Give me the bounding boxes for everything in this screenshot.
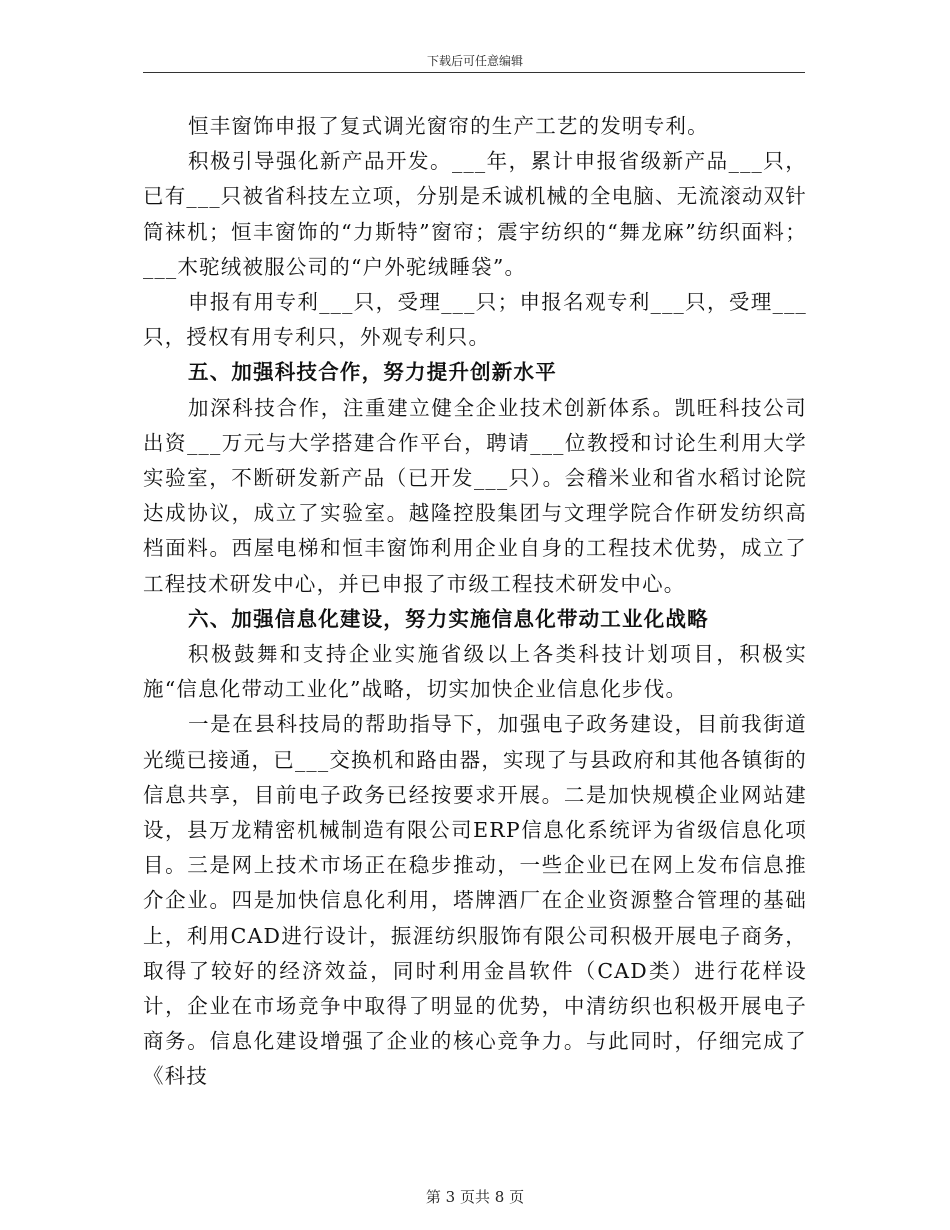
- section-heading-6: 六、加强信息化建设，努力实施信息化带动工业化战略: [188, 606, 709, 631]
- paragraph-informatization-intro: 积极鼓舞和支持企业实施省级以上各类科技计划项目，积极实施“信息化带动工业化”战略，切实加快企业信息化步伐。: [143, 642, 807, 702]
- paragraph-patents: 申报有用专利___只，受理___只；申报名观专利___只，受理___只，授权有用专利只，外观专利只。: [143, 290, 807, 350]
- paragraph-new-products: 积极引导强化新产品开发。___年，累计申报省级新产品___只，已有___只被省科技左立项，分别是禾诚机械的全电脑、无流滚动双针筒袜机；恒丰窗饰的“力斯特”窗帘；震宇纺织的“舞龙麻”纺织面料；___木驼绒被服公司的“户外驼绒睡袋”。: [143, 149, 807, 279]
- page-footer: 第 3 页共 8 页: [425, 1188, 525, 1206]
- document-body: [143, 109, 807, 1095]
- header-divider: [143, 72, 805, 73]
- section-heading-5: 五、加强科技合作，努力提升创新水平: [188, 360, 557, 385]
- paragraph-informatization-detail: 一是在县科技局的帮助指导下，加强电子政务建设，目前我街道光缆已接通，已___交换机和路由器，实现了与县政府和其他各镇街的信息共享，目前电子政务已经按要求开展。二是加快规模企业网站建设，县万龙精密机械制造有限公司ERP信息化系统评为省级信息化项目。三是网上技术市场正在稳步推动，一些企业已在网上发布信息推介企业。四是加快信息化利用，塔牌酒厂在企业资源整合管理的基础上，利用CAD进行设计，振涯纺织服饰有限公司积极开展电子商务，取得了较好的经济效益，同时利用金昌软件（CAD类）进行花样设计，企业在市场竞争中取得了明显的优势，中清纺织也积极开展电子商务。信息化建设增强了企业的核心竞争力。与此同时，仔细完成了《科技: [143, 712, 807, 1089]
- paragraph-invention-patent: 恒丰窗饰申报了复式调光窗帘的生产工艺的发明专利。: [188, 114, 709, 138]
- paragraph-cooperation: 加深科技合作，注重建立健全企业技术创新体系。凯旺科技公司出资___万元与大学搭建合作平台，聘请___位教授和讨论生利用大学实验室，不断研发新产品（已开发___只）。会稽米业和省水稻讨论院达成协议，成立了实验室。越隆控股集团与文理学院合作研发纺织高档面料。西屋电梯和恒丰窗饰利用企业自身的工程技术优势，成立了工程技术研发中心，并已申报了市级工程技术研发中心。: [143, 395, 807, 596]
- page-header: 下载后可任意编辑: [426, 54, 523, 68]
